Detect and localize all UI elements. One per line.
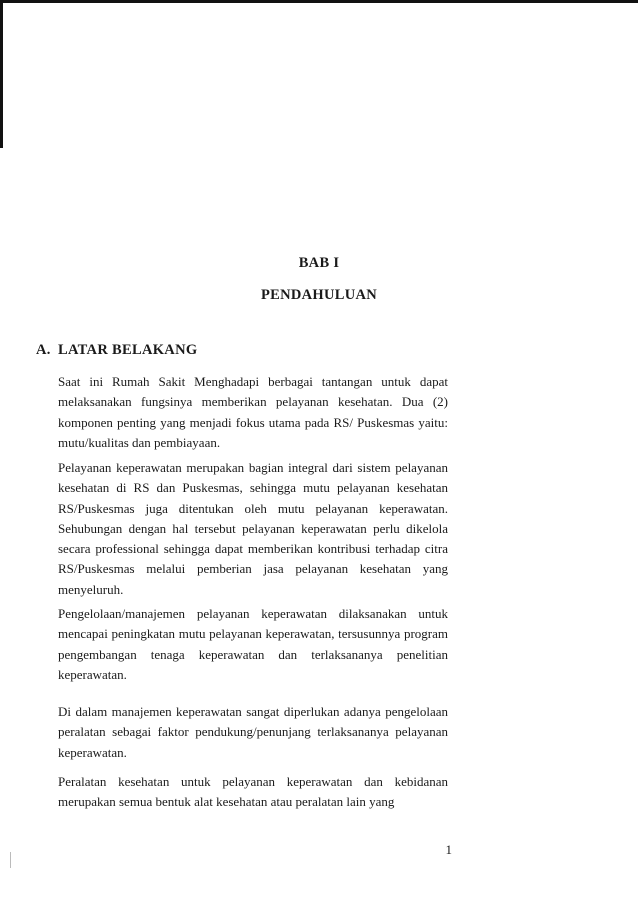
chapter-title: PENDAHULUAN (260, 287, 378, 303)
scan-border-left (0, 0, 3, 148)
paragraph: Pelayanan keperawatan merupakan bagian integral dari sistem pelayanan kesehatan di RS dan Puskesmas, sehingga mutu pelayanan kesehatan RS/Puskesmas juga ditentukan oleh mutu pelayanan keperawatan. Sehubungan dengan hal tersebut pelayanan keperawatan perlu dikelola secara professional sehingga dapat memberikan kontribusi terhadap citra RS/Puskesmas melalui pemberian jasa pelayanan kesehatan yang menyeluruh. (58, 460, 448, 597)
scan-border-top (0, 0, 638, 3)
page-number: 1 (445, 842, 452, 857)
paragraph: Pengelolaan/manajemen pelayanan keperawatan dilaksanakan untuk mencapai peningkatan mutu pelayanan keperawatan, tersusunnya program pengembangan tenaga keperawatan dan terlaksananya penelitian keperawatan. (58, 606, 448, 682)
section-heading (36, 342, 197, 359)
chapter-number: BAB I (298, 255, 340, 271)
section-title: LATAR BELAKANG (58, 342, 198, 358)
paragraph: Peralatan kesehatan untuk pelayanan keperawatan dan kebidanan merupakan semua bentuk alat kesehatan atau peralatan lain yang (58, 774, 448, 810)
paragraph: Saat ini Rumah Sakit Menghadapi berbagai tantangan untuk dapat melaksanakan fungsinya memberikan pelayanan kesehatan. Dua (2) komponen penting yang menjadi fokus utama pada RS/ Puskesmas yaitu: mutu/kualitas dan pembiayaan. (58, 374, 448, 450)
paragraph: Di dalam manajemen keperawatan sangat diperlukan adanya pengelolaan peralatan sebagai faktor pendukung/penunjang terlaksananya pelayanan keperawatan. (58, 704, 448, 760)
section-letter: A. (36, 342, 51, 358)
scan-mark (10, 852, 11, 868)
